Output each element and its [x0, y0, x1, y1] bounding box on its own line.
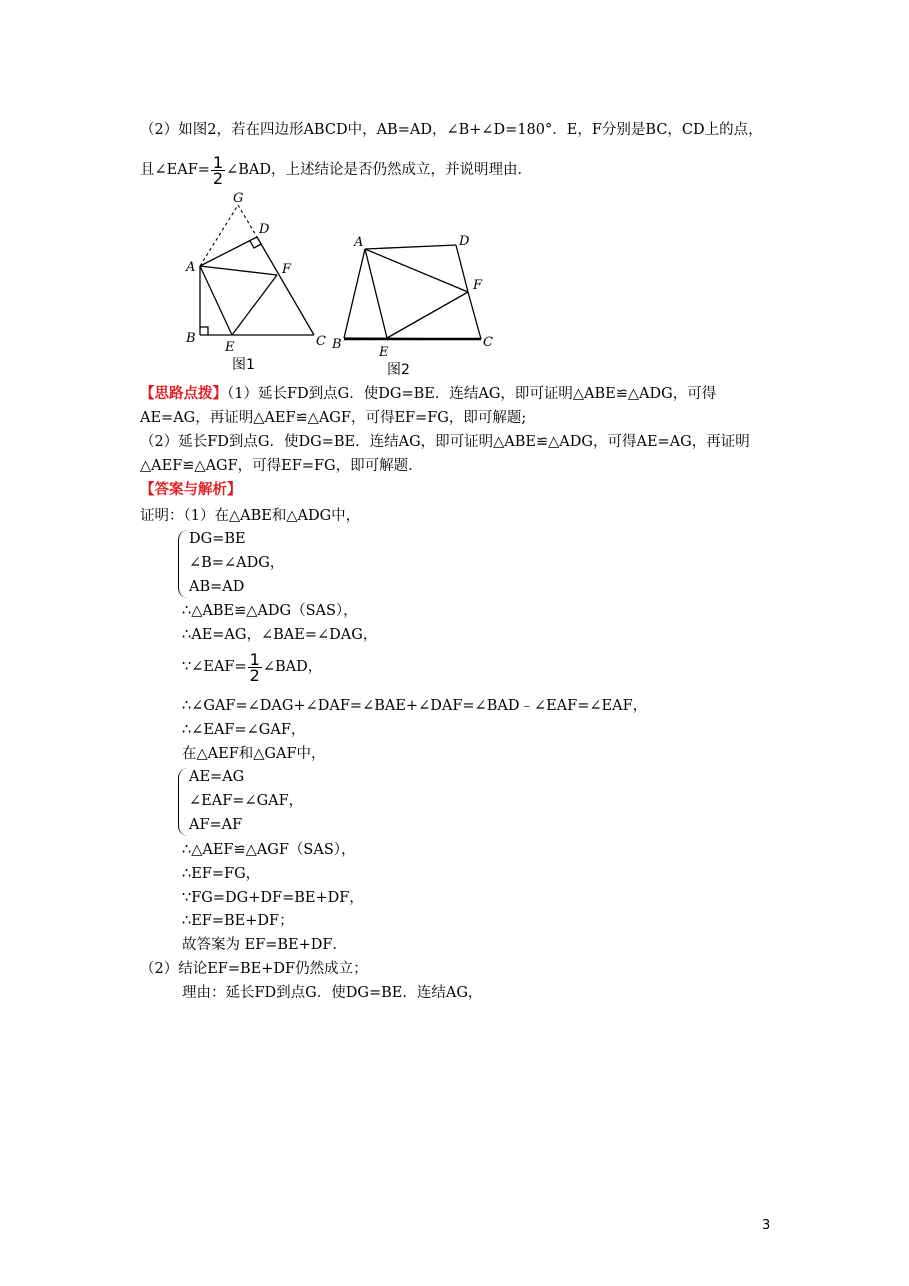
hint-line-4: △AEF≌△AGF，可得EF=FG，即可解题． [140, 458, 423, 474]
step-2: ∴AE=AG，∠BAE=∠DAG， [182, 627, 378, 643]
system2-line-1: AE=AG [189, 769, 245, 785]
step-9: ∵FG=DG+DF=BE+DF， [182, 890, 364, 906]
fig1-caption: 图1 [232, 357, 255, 373]
hint-line-2: AE=AG，再证明△AEF≌△AGF，可得EF=FG，即可解题; [140, 410, 527, 426]
step-10: ∴EF=BE+DF； [182, 913, 294, 929]
problem-line-2-post: ∠BAD，上述结论是否仍然成立，并说明理由． [226, 162, 533, 178]
fraction-numerator: 1 [212, 152, 224, 172]
hint-line-3: （2）延长FD到点G．使DG=BE．连结AG，即可证明△ABE≌△ADG，可得AE=AG，再证明 [140, 434, 750, 450]
fig2-label-a: A [354, 235, 364, 250]
fraction-numerator-2: 1 [249, 649, 260, 669]
step-6: 在△AEF和△GAF中， [182, 746, 326, 762]
fig1-label-c: C [316, 334, 326, 349]
step-4: ∴∠GAF=∠DAG+∠DAF=∠BAE+∠DAF=∠BAD﹣∠EAF=∠EAF， [182, 698, 648, 714]
figure-2 [330, 230, 500, 380]
fig2-label-e: E [379, 345, 389, 360]
hint-line-1 [140, 384, 716, 404]
fraction-half-2 [248, 649, 262, 685]
step-1: ∴△ABE≌△ADG（SAS）， [182, 603, 358, 619]
hint-line-1-text: （1）延长FD到点G．使DG=BE．连结AG，即可证明△ABE≌△ADG，可得 [227, 386, 717, 402]
step-8: ∴EF=FG， [182, 866, 261, 882]
step-3 [182, 647, 322, 687]
problem-line-2 [140, 150, 532, 190]
step-3-pre: ∵∠EAF= [182, 659, 247, 675]
answer-intro: 证明：（1）在△ABE和△ADG中， [140, 508, 361, 524]
fig2-label-c: C [483, 335, 493, 350]
fraction-denominator-2: 2 [249, 665, 260, 685]
system1-line-3: AB=AD [189, 579, 245, 595]
system2-line-2: ∠EAF=∠GAF， [189, 793, 304, 809]
problem-line-1: （2）如图2，若在四边形ABCD中，AB=AD，∠B+∠D=180°．E，F分别是BC，CD上的点， [140, 122, 763, 138]
fig1-label-e: E [225, 340, 235, 355]
system-brace-1 [178, 530, 189, 598]
step-7: ∴△AEF≌△AGF（SAS）， [182, 842, 356, 858]
page-number: 3 [762, 1218, 771, 1233]
fig1-label-f: F [282, 262, 292, 277]
fig2-label-d: D [459, 234, 470, 249]
step-11: 故答案为 EF=BE+DF． [182, 937, 347, 953]
fig2-label-b: B [332, 337, 342, 352]
system1-line-2: ∠B=∠ADG， [189, 555, 285, 571]
fig1-label-b: B [186, 331, 196, 346]
fig2-label-f: F [473, 278, 483, 293]
part-2-conclusion: （2）结论EF=BE+DF仍然成立； [140, 961, 368, 977]
step-5: ∴∠EAF=∠GAF， [182, 722, 306, 738]
step-3-post: ∠BAD， [262, 659, 323, 675]
fraction-half [211, 152, 225, 188]
system1-line-1: DG=BE [189, 531, 246, 547]
fig1-label-d: D [259, 222, 270, 237]
fig1-label-a: A [186, 260, 196, 275]
problem-line-2-pre: 且∠EAF= [140, 162, 210, 178]
fig1-label-g: G [233, 191, 244, 206]
fig2-caption: 图2 [387, 362, 410, 378]
system2-line-3: AF=AF [189, 817, 243, 833]
figure-1 [180, 185, 340, 375]
answer-heading: 【答案与解析】 [140, 481, 242, 498]
system-brace-2 [178, 768, 189, 836]
hint-heading: 【思路点拨】 [140, 385, 227, 402]
part-2-reason: 理由：延长FD到点G．使DG=BE．连结AG， [182, 985, 483, 1001]
fraction-denominator: 2 [212, 168, 224, 188]
